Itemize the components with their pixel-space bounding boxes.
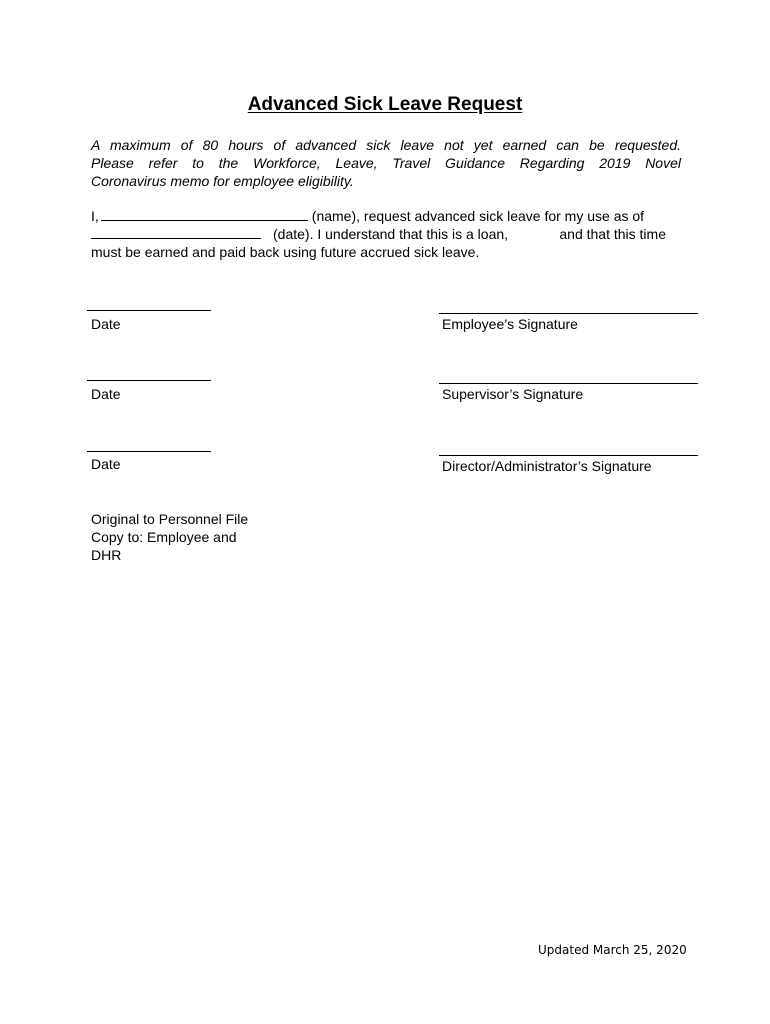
date-blank-field[interactable] <box>91 225 261 239</box>
intro-paragraph <box>91 136 681 190</box>
date-line[interactable] <box>87 451 211 452</box>
statement-prefix: I, <box>91 208 99 224</box>
distribution-line: Copy to: Employee and <box>91 529 237 545</box>
request-statement <box>91 207 666 261</box>
date-line[interactable] <box>87 380 211 381</box>
date-label: Date <box>91 456 121 472</box>
updated-date-footer: Updated March 25, 2020 <box>538 943 687 957</box>
document-title: Advanced Sick Leave Request <box>247 94 523 115</box>
statement-line-1 <box>91 207 666 225</box>
statement-after-name: (name), request advanced sick leave for my use as of <box>311 208 645 224</box>
statement-after-date-b: and that this time <box>559 226 666 242</box>
signature-label: Director/Administrator’s Signature <box>442 458 652 474</box>
date-label: Date <box>91 316 121 332</box>
statement-line-2 <box>91 225 666 243</box>
distribution-line: Original to Personnel File <box>91 511 249 527</box>
date-label: Date <box>91 386 121 402</box>
distribution-line: DHR <box>91 547 122 563</box>
signature-line[interactable] <box>439 313 698 314</box>
statement-line-3 <box>91 243 666 261</box>
statement-after-date-a: (date). I understand that this is a loan, <box>273 226 509 242</box>
intro-line: A maximum of 80 hours of advanced sick leave not yet earned can be requested. <box>91 137 681 153</box>
distribution-note <box>91 510 291 564</box>
name-blank-field[interactable] <box>101 207 308 221</box>
statement-line-3-text: must be earned and paid back using future accrued sick leave. <box>91 244 480 260</box>
intro-line: Please refer to the Workforce, Leave, Travel Guidance Regarding 2019 Novel <box>91 155 681 171</box>
signature-label: Employee’s Signature <box>442 316 578 332</box>
intro-line: Coronavirus memo for employee eligibility. <box>91 173 354 189</box>
signature-line[interactable] <box>439 383 698 384</box>
signature-label: Supervisor’s Signature <box>442 386 584 402</box>
date-line[interactable] <box>87 310 211 311</box>
signature-line[interactable] <box>439 455 698 456</box>
